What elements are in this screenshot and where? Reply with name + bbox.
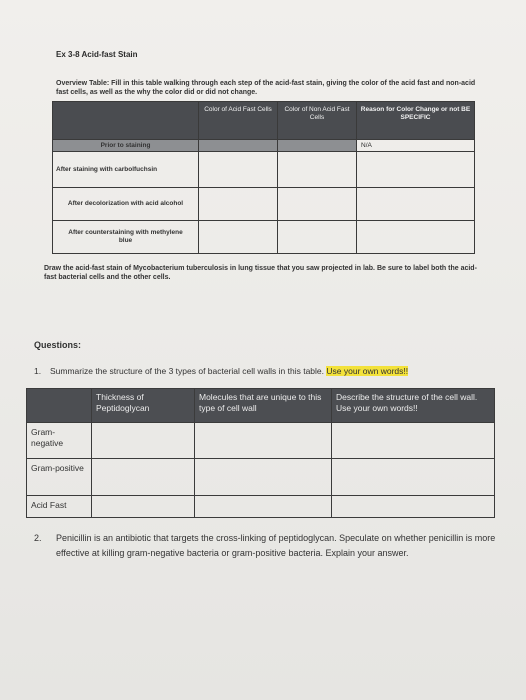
table-row <box>53 140 475 152</box>
row-label: After counterstaining with methylene blue <box>53 221 199 254</box>
question-1-number: 1. <box>34 366 42 376</box>
row-label: Gram-positive <box>27 459 92 496</box>
cell-acid-fast-color[interactable] <box>199 152 278 188</box>
row-label: Prior to staining <box>53 140 199 152</box>
table-row <box>53 221 475 254</box>
table-header-row <box>27 389 495 423</box>
row-label: After staining with carbolfuchsin <box>53 152 199 188</box>
question-1-text: Summarize the structure of the 3 types of bacterial cell walls in this table. <box>50 366 325 376</box>
cell-molecules[interactable] <box>195 459 332 496</box>
table-row <box>27 459 495 496</box>
page-title: Ex 3-8 Acid-fast Stain <box>56 50 138 59</box>
cell-acid-fast-color[interactable] <box>199 140 278 152</box>
cell-reason[interactable] <box>357 188 475 221</box>
cell-non-acid-fast-color[interactable] <box>278 221 357 254</box>
table-row <box>53 188 475 221</box>
table-header-non-acid-fast: Color of Non Acid Fast Cells <box>278 102 357 140</box>
table-header-blank <box>27 389 92 423</box>
question-1-highlight: Use your own words!! <box>326 366 409 376</box>
cell-acid-fast-color[interactable] <box>199 188 278 221</box>
cell-thickness[interactable] <box>92 423 195 459</box>
overview-instructions <box>56 79 476 97</box>
table-row <box>27 423 495 459</box>
table-row <box>53 152 475 188</box>
acid-fast-overview-table <box>52 101 475 254</box>
cell-reason[interactable]: N/A <box>357 140 475 152</box>
cell-non-acid-fast-color[interactable] <box>278 152 357 188</box>
question-2-number: 2. <box>34 533 42 543</box>
table-header-reason: Reason for Color Change or not BE SPECIFIC <box>357 102 475 140</box>
cell-structure[interactable] <box>332 423 495 459</box>
cell-molecules[interactable] <box>195 496 332 518</box>
cell-thickness[interactable] <box>92 459 195 496</box>
cell-structure[interactable] <box>332 496 495 518</box>
table-header-thickness: Thickness of Peptidoglycan <box>92 389 195 423</box>
question-2-text: Penicillin is an antibiotic that targets the cross-linking of peptidoglycan. Speculate on whether penicillin is more effective at killing gram-negative bacteria or gram-positive bacteria. Explain your answer. <box>56 533 496 558</box>
questions-heading: Questions: <box>34 340 82 350</box>
cell-non-acid-fast-color[interactable] <box>278 140 357 152</box>
row-label: Gram-negative <box>27 423 92 459</box>
table-header-row <box>53 102 475 140</box>
row-label: After decolorization with acid alcohol <box>53 188 199 221</box>
overview-text: Fill in this table walking through each step of the acid-fast stain, giving the color of the acid fast and non-acid fast cells, as well as the why the color did or did not change. <box>56 80 476 96</box>
table-header-acid-fast: Color of Acid Fast Cells <box>199 102 278 140</box>
cell-wall-table <box>26 388 495 518</box>
table-row <box>27 496 495 518</box>
cell-structure[interactable] <box>332 459 495 496</box>
cell-thickness[interactable] <box>92 496 195 518</box>
cell-reason[interactable] <box>357 152 475 188</box>
row-label: Acid Fast <box>27 496 92 518</box>
drawing-instruction: Draw the acid-fast stain of Mycobacterium tuberculosis in lung tissue that you saw projected in lab. Be sure to label both the acid-fast bacterial cells and the other cells. <box>44 265 477 281</box>
cell-molecules[interactable] <box>195 423 332 459</box>
cell-acid-fast-color[interactable] <box>199 221 278 254</box>
overview-label: Overview Table: <box>56 80 110 87</box>
cell-non-acid-fast-color[interactable] <box>278 188 357 221</box>
table-header-blank <box>53 102 199 140</box>
table-header-molecules: Molecules that are unique to this type of cell wall <box>195 389 332 423</box>
question-1 <box>34 366 408 376</box>
cell-reason[interactable] <box>357 221 475 254</box>
table-header-structure: Describe the structure of the cell wall. Use your own words!! <box>332 389 495 423</box>
